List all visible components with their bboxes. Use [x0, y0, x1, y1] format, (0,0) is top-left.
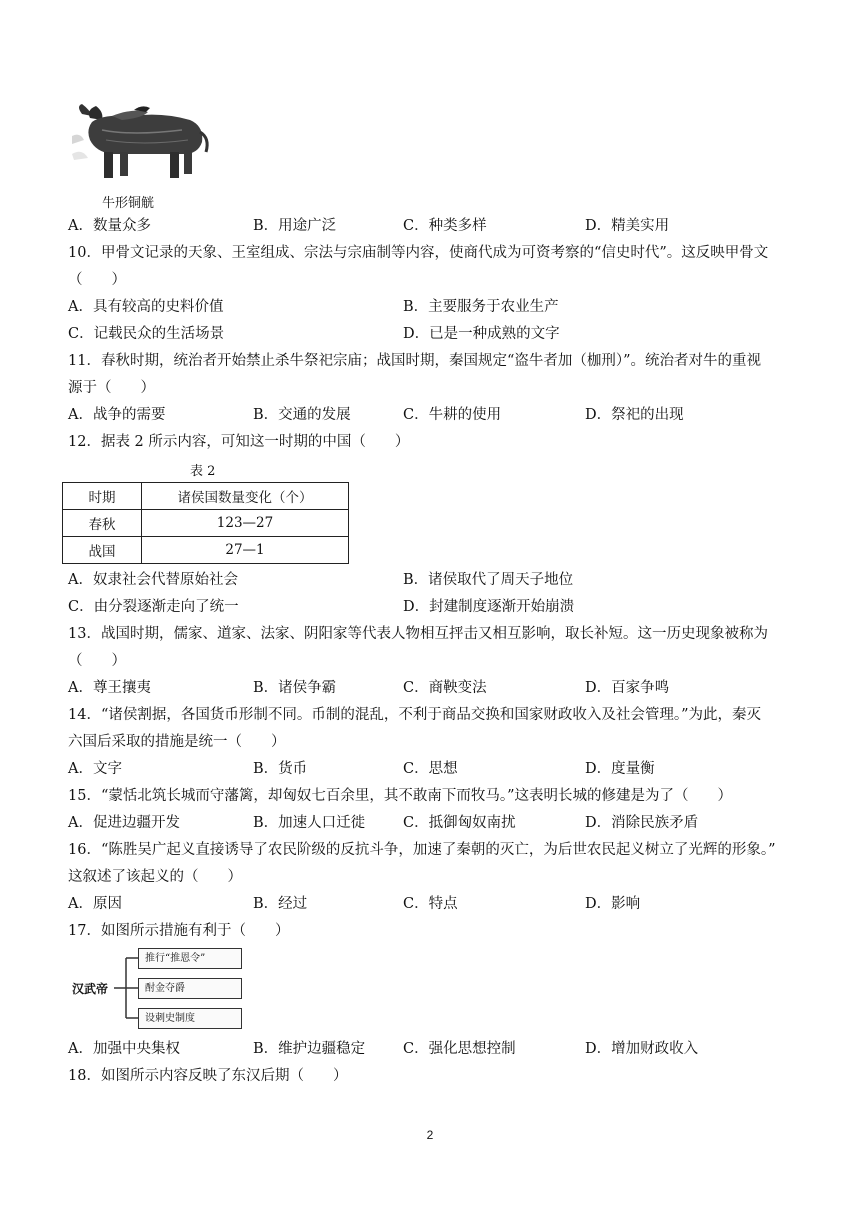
q11-option-c: C．牛耕的使用 [403, 407, 502, 423]
figure-branch-box: 设刺史制度 [138, 1008, 242, 1029]
ox-figure-caption: 牛形铜觥 [102, 196, 155, 211]
table2-caption: 表 2 [190, 464, 216, 479]
q12-option-b: B．诸侯取代了周天子地位 [403, 572, 574, 588]
q16-option-d: D．影响 [585, 896, 641, 912]
q15-option-a: A．促进边疆开发 [68, 815, 180, 831]
q9-option-b: B．用途广泛 [253, 218, 337, 234]
q15-option-b: B．加速人口迁徙 [253, 815, 366, 831]
q10-option-b: B．主要服务于农业生产 [403, 299, 559, 315]
q11-option-a: A．战争的需要 [68, 407, 166, 423]
figure-root-label: 汉武帝 [72, 982, 109, 996]
page-number: 2 [426, 1128, 434, 1142]
table-row [63, 537, 349, 564]
q17-option-d: D．增加财政收入 [585, 1041, 699, 1057]
q12-option-a: A．奴隶社会代替原始社会 [68, 572, 238, 588]
figure-branch-box: 酎金夺爵 [138, 978, 242, 999]
table-cell: 战国 [63, 537, 142, 564]
q12-stem-line1: 12．据表 2 所示内容，可知这一时期的中国（ ） [68, 434, 410, 450]
table-cell: 123—27 [142, 510, 349, 537]
q13-stem-line1: 13．战国时期，儒家、道家、法家、阴阳家等代表人物相互抨击又相互影响，取长补短。这一历史现象被称为 [68, 626, 768, 642]
q15-option-d: D．消除民族矛盾 [585, 815, 699, 831]
table-header-row [63, 483, 349, 510]
q13-option-d: D．百家争鸣 [585, 680, 670, 696]
han-wudi-measures-figure [70, 944, 250, 1032]
q14-option-b: B．货币 [253, 761, 308, 777]
q9-option-a: A．数量众多 [68, 218, 151, 234]
q13-option-c: C．商鞅变法 [403, 680, 487, 696]
q17-option-b: B．维护边疆稳定 [253, 1041, 366, 1057]
q17-option-c: C．强化思想控制 [403, 1041, 516, 1057]
q16-option-a: A．原因 [68, 896, 122, 912]
q12-option-d: D．封建制度逐渐开始崩溃 [403, 599, 575, 615]
figure-branch-box: 推行“推恩令” [138, 948, 242, 969]
q12-option-c: C．由分裂逐渐走向了统一 [68, 599, 239, 615]
q15-option-c: C．抵御匈奴南扰 [403, 815, 516, 831]
ox-bronze-image [72, 96, 212, 186]
q18-stem-line1: 18．如图所示内容反映了东汉后期（ ） [68, 1068, 348, 1084]
q14-stem-line2: 六国后采取的措施是统一（ ） [68, 734, 286, 750]
q13-option-a: A．尊王攘夷 [68, 680, 151, 696]
table-cell: 27—1 [142, 537, 349, 564]
q14-option-c: C．思想 [403, 761, 458, 777]
q10-stem-line2: （ ） [68, 272, 126, 288]
q10-stem-line1: 10．甲骨文记录的天象、王室组成、宗法与宗庙制等内容，使商代成为可资考察的“信史时代”。这反映甲骨文 [68, 245, 769, 261]
q9-option-d: D．精美实用 [585, 218, 670, 234]
q15-stem-line1: 15．“蒙恬北筑长城而守藩篱，却匈奴七百余里，其不敢南下而牧马。”这表明长城的修建是为了（ ） [68, 788, 733, 804]
q11-option-b: B．交通的发展 [253, 407, 351, 423]
table-row [63, 510, 349, 537]
q11-stem-line1: 11．春秋时期，统治者开始禁止杀牛祭祀宗庙；战国时期，秦国规定“盗牛者加（枷刑）”。统治者对牛的重视 [68, 353, 762, 369]
q16-option-b: B．经过 [253, 896, 308, 912]
ox-bronze-figure [72, 96, 212, 186]
q14-stem-line1: 14．“诸侯割据，各国货币形制不同。币制的混乱，不利于商品交换和国家财政收入及社会管理。”为此，秦灭 [68, 707, 762, 723]
q13-option-b: B．诸侯争霸 [253, 680, 337, 696]
q10-option-c: C．记载民众的生活场景 [68, 326, 225, 342]
q17-stem-line1: 17．如图所示措施有利于（ ） [68, 923, 290, 939]
q16-stem-line1: 16．“陈胜吴广起义直接诱导了农民阶级的反抗斗争，加速了秦朝的灭亡，为后世农民起义树立了光辉的形象。” [68, 842, 776, 858]
q16-option-c: C．特点 [403, 896, 458, 912]
q17-option-a: A．加强中央集权 [68, 1041, 180, 1057]
q9-option-c: C．种类多样 [403, 218, 487, 234]
q11-stem-line2: 源于（ ） [68, 380, 155, 396]
q14-option-a: A．文字 [68, 761, 122, 777]
q14-option-d: D．度量衡 [585, 761, 655, 777]
table2 [62, 482, 349, 564]
q10-option-a: A．具有较高的史料价值 [68, 299, 224, 315]
table-header-count: 诸侯国数量变化（个） [142, 483, 349, 510]
q10-option-d: D．已是一种成熟的文字 [403, 326, 560, 342]
q11-option-d: D．祭祀的出现 [585, 407, 684, 423]
q16-stem-line2: 这叙述了该起义的（ ） [68, 869, 242, 885]
q13-stem-line2: （ ） [68, 653, 126, 669]
table-header-period: 时期 [63, 483, 142, 510]
table-cell: 春秋 [63, 510, 142, 537]
